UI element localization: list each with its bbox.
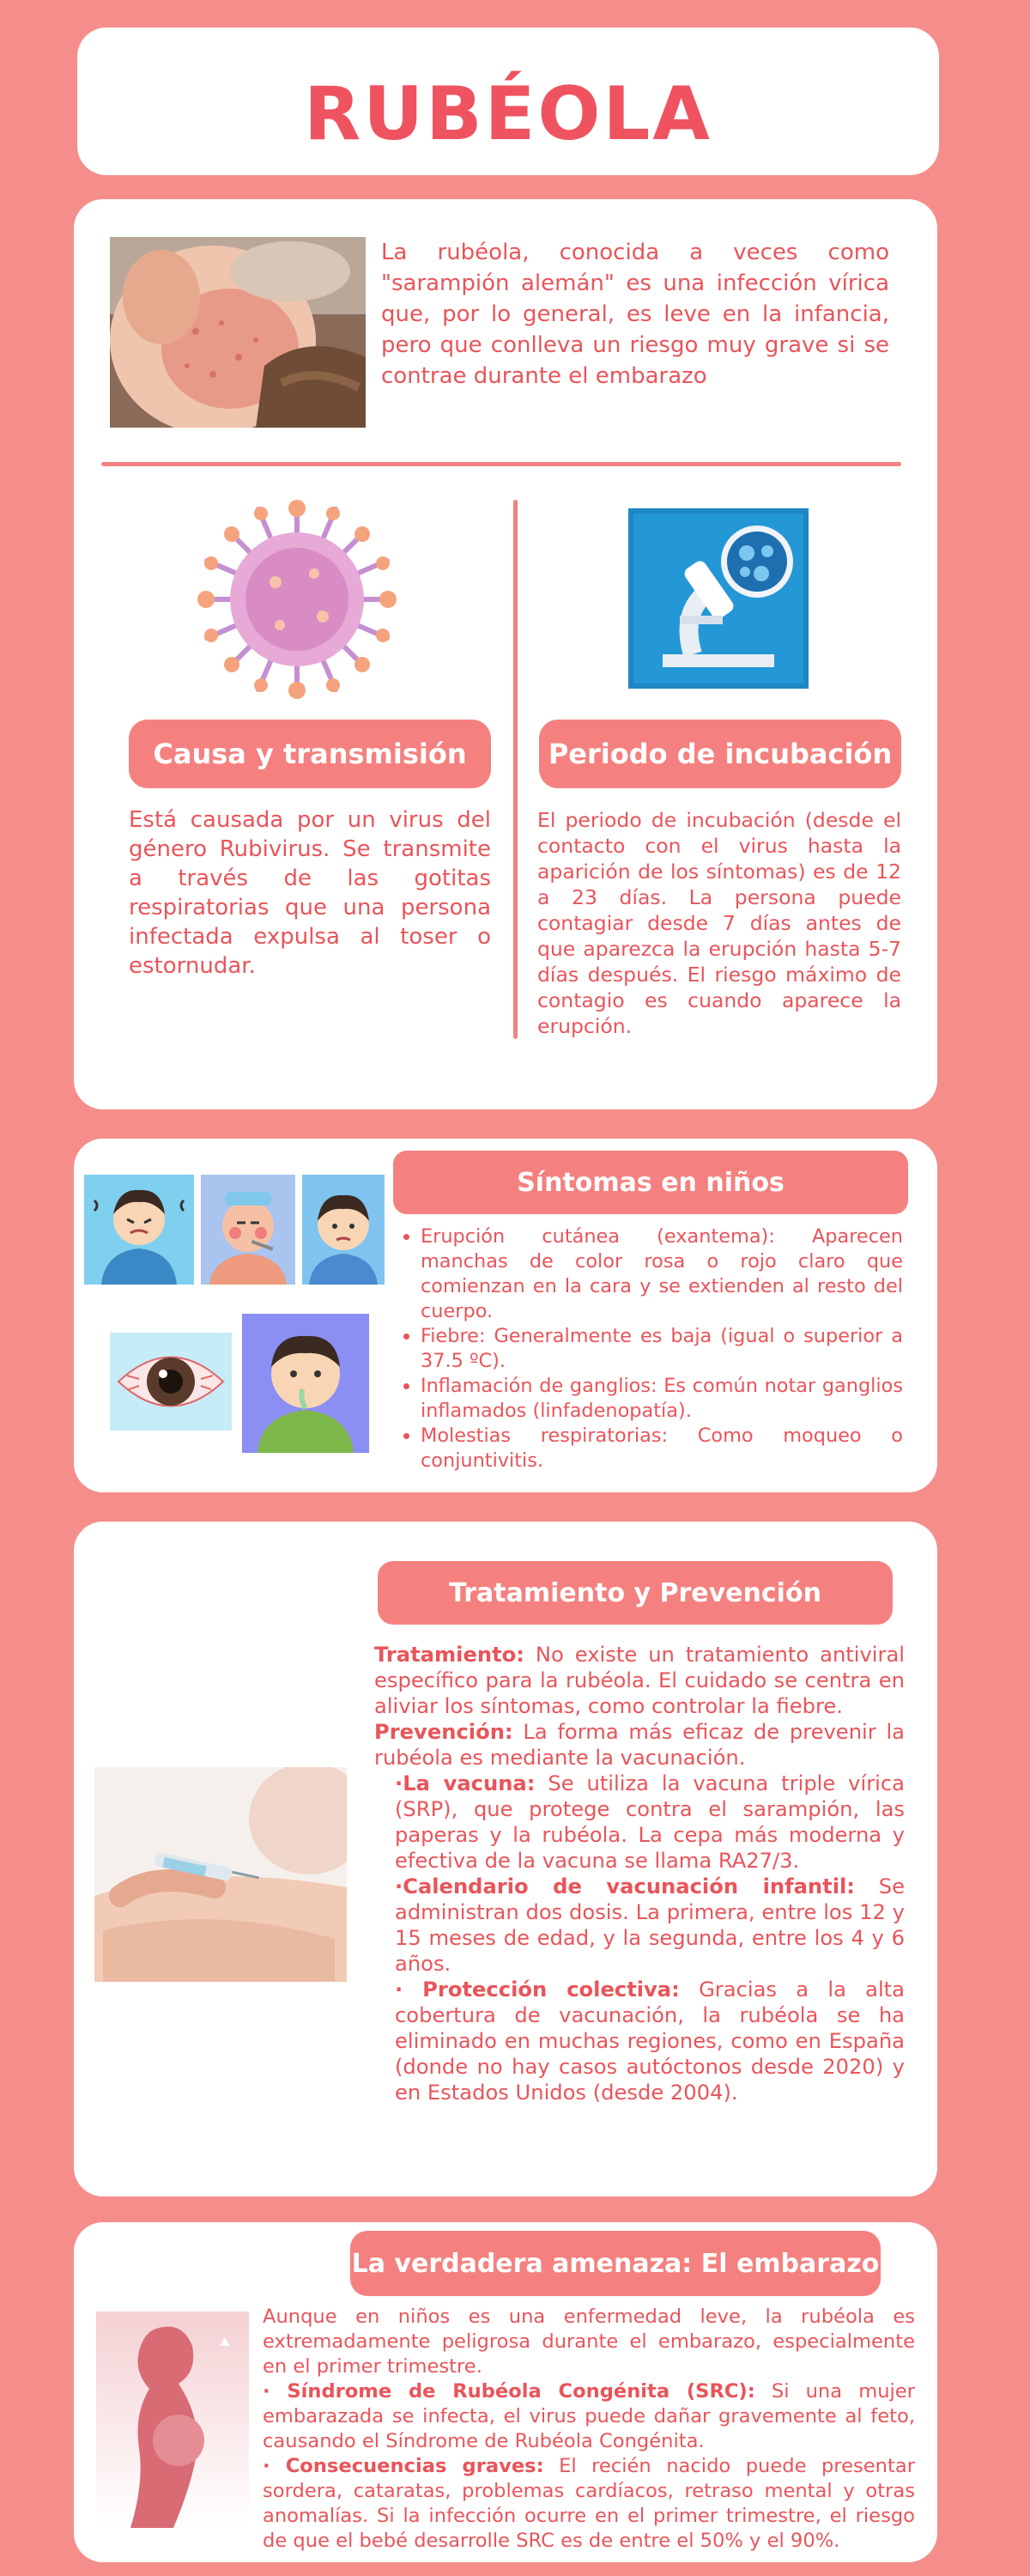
child-fever-icon — [201, 1175, 295, 1285]
vertical-divider — [513, 500, 518, 1039]
pregnancy-heading: La verdadera amenaza: El embarazo — [350, 2231, 881, 2296]
horizontal-divider — [101, 462, 901, 466]
title-card — [77, 27, 939, 175]
pregnancy-intro: Aunque en niños es una enfermedad leve, la rubéola es extremadamente peligrosa durante el embarazo, especialmente en el primer trimestre. — [263, 2306, 915, 2378]
vaccine-label: ·La vacuna: — [395, 1771, 536, 1795]
collective-protection-label: · Protección colectiva: — [395, 1978, 680, 2002]
intro-text: La rubéola, conocida a veces como "sarampión alemán" es una infección vírica que, por lo general, es leve en la infancia, pero que conlleva un riesgo muy grave si se contrae durante el embarazo — [381, 240, 889, 389]
pregnancy-card — [74, 2222, 937, 2562]
list-item: • Erupción cutánea (exantema): Aparecen manchas de color rosa o rojo claro que comienzan en la cara y se extienden al resto del cuerpo. — [421, 1224, 903, 1324]
child-stomachache-icon — [84, 1175, 194, 1285]
child-rash-photo — [110, 237, 366, 428]
red-eye-icon — [110, 1333, 232, 1431]
incubation-heading: Periodo de incubación — [539, 720, 901, 788]
cause-heading: Causa y transmisión — [129, 720, 491, 788]
child-worried-icon — [302, 1175, 385, 1285]
treatment-heading: Tratamiento y Prevención — [378, 1561, 893, 1625]
list-item: • Molestias respiratorias: Como moqueo o conjuntivitis. — [421, 1424, 903, 1473]
page-title: RUBÉOLA — [304, 71, 712, 157]
incubation-text: El periodo de incubación (desde el contacto con el virus hasta la aparición de los síntomas) es de 12 a 23 días. La persona puede contagiar desde 7 días antes de que aparezca la erupción hasta 5-7 días después. El riesgo máximo de contagio es cuando aparece la erupción. — [537, 808, 901, 1038]
list-item: • Fiebre: Generalmente es baja (igual o superior a 37.5 ºC). — [421, 1324, 903, 1374]
vaccination-photo — [94, 1767, 347, 1982]
microscope-icon — [628, 508, 809, 689]
symptoms-card — [74, 1139, 937, 1492]
overview-card — [74, 199, 937, 1109]
pregnancy-text: Aunque en niños es una enfermedad leve, la rubéola es extremadamente peligrosa durante el embarazo, especialmente en el primer trimestre. · Síndrome de Rubéola Congénita (SRC): Si una mujer embarazada se infecta, el virus puede dañar gravemente al feto, causando el Síndrome de Rubéola Congénita. · Consecuencias graves: El recién nacido puede presentar sordera, cataratas, problemas cardíacos, retraso mental y otras anomalías. Si la infección ocurre en el primer trimestre, el riesgo de que el bebé desarrolle SRC es de entre el 50% y el 90%. — [263, 2306, 915, 2552]
treatment-label: Tratamiento: — [374, 1643, 524, 1667]
list-item: • Inflamación de ganglios: Es común notar ganglios inflamados (linfadenopatía). — [421, 1374, 903, 1424]
src-label: · Síndrome de Rubéola Congénita (SRC): — [263, 2380, 755, 2403]
treatment-card — [74, 1522, 937, 2196]
calendar-label: ·Calendario de vacunación infantil: — [395, 1874, 855, 1899]
consequences-label: · Consecuencias graves: — [263, 2455, 544, 2477]
virus-icon — [194, 496, 400, 702]
symptoms-list — [398, 1224, 903, 1473]
symptoms-heading: Síntomas en niños — [393, 1151, 908, 1214]
treatment-text: Tratamiento: No existe un tratamiento antiviral específico para la rubéola. El cuidado se centra en aliviar los síntomas, como controlar la fiebre. Prevención: La forma más eficaz de prevenir la rubéola es mediante la vacunación. ·La vacuna: Se utiliza la vacuna triple vírica (SRP), que protege contra el sarampión, las paperas y la rubéola. La cepa más moderna y efectiva de la vacuna se llama RA27/3. ·Calendario de vacunación infantil: Se administran dos dosis. La primera, entre los 12 y 15 meses de edad, y la segunda, entre los 4 y 6 años. · Protección colectiva: Gracias a la alta cobertura de vacunación, la rubéola se ha eliminado en muchas regiones, como en España (donde no hay casos autóctonos desde 2020) y en Estados Unidos (desde 2004). — [374, 1643, 905, 2105]
prevention-label: Prevención: — [374, 1720, 513, 1744]
cause-text: Está causada por un virus del género Rubivirus. Se transmite a través de las gotitas respiratorias que una persona infectada expulsa al toser o estornudar. — [129, 807, 491, 979]
pregnant-woman-icon — [96, 2312, 249, 2528]
child-runny-nose-icon — [242, 1314, 369, 1453]
